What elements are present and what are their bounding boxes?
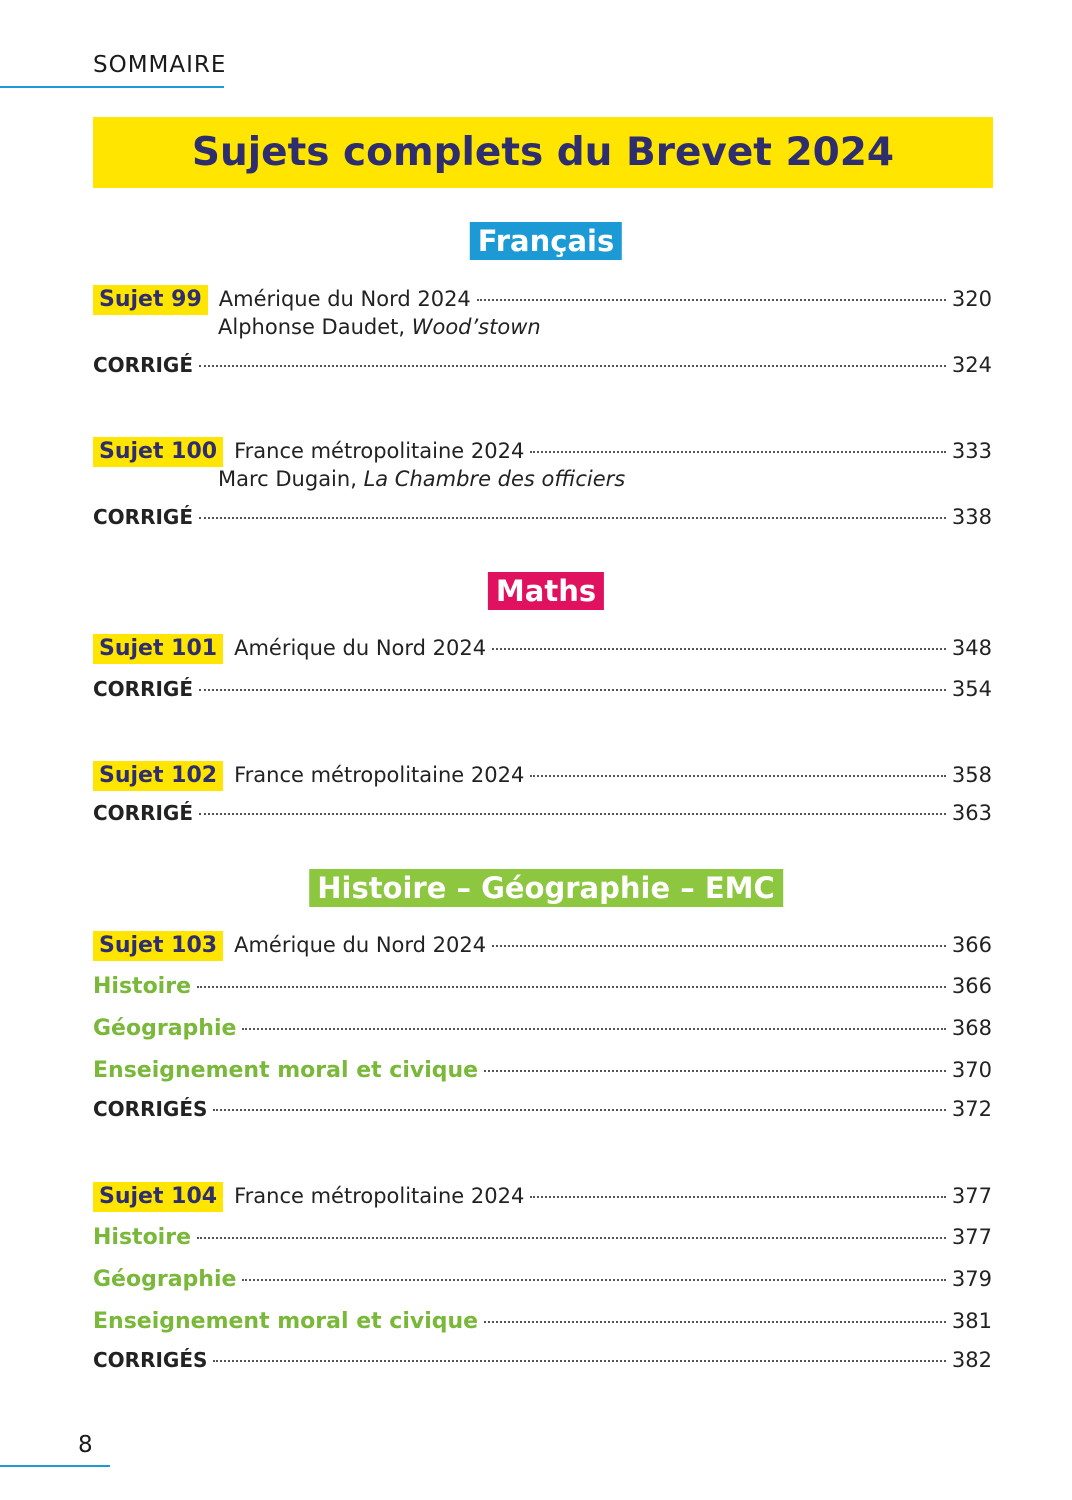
entry-title: France métropolitaine 2024 [234, 439, 525, 463]
dot-leader [530, 1196, 946, 1198]
part-label: Géographie [93, 1016, 237, 1041]
page-folio: 8 [78, 1432, 93, 1458]
dot-leader [492, 648, 946, 650]
entry-title: France métropolitaine 2024 [234, 763, 525, 787]
page-number: 368 [951, 1016, 992, 1040]
page-number: 377 [951, 1225, 992, 1249]
entry-author-line [218, 315, 541, 339]
sujet-badge: Sujet 104 [93, 1182, 223, 1212]
corrige-label: CORRIGÉ [93, 801, 193, 825]
toc-entry-sujet-100[interactable] [93, 437, 992, 467]
page-number: 372 [951, 1097, 992, 1121]
page-number: 382 [951, 1348, 992, 1372]
page-number: 354 [951, 677, 992, 701]
section-header: SOMMAIRE [93, 52, 227, 78]
page-number: 366 [951, 974, 992, 998]
toc-entry-geographie-103[interactable] [93, 1016, 992, 1046]
dot-leader [213, 1109, 946, 1111]
entry-author-line [218, 467, 625, 491]
part-label: Enseignement moral et civique [93, 1058, 479, 1083]
toc-entry-histoire-103[interactable] [93, 974, 992, 1004]
toc-entry-corriges-103[interactable] [93, 1097, 992, 1127]
page-title: Sujets complets du Brevet 2024 [191, 130, 895, 175]
entry-title: Amérique du Nord 2024 [234, 933, 487, 957]
dot-leader [199, 813, 946, 815]
page-number: 338 [951, 505, 992, 529]
sujet-badge: Sujet 100 [93, 437, 223, 467]
dot-leader [199, 689, 946, 691]
dot-leader [530, 775, 946, 777]
toc-entry-histoire-104[interactable] [93, 1225, 992, 1255]
toc-entry-sujet-102[interactable] [93, 761, 992, 791]
dot-leader [197, 1237, 946, 1239]
dot-leader [242, 1279, 945, 1281]
toc-entry-sujet-104[interactable] [93, 1182, 992, 1212]
toc-entry-emc-104[interactable] [93, 1309, 992, 1339]
work-title: Wood’stown [411, 315, 541, 339]
sujet-badge: Sujet 99 [93, 285, 208, 315]
toc-entry-sujet-103[interactable] [93, 931, 992, 961]
toc-entry-corrige-102[interactable] [93, 801, 992, 831]
part-label: Histoire [93, 1225, 191, 1250]
page-number: 381 [951, 1309, 992, 1333]
subject-heading-histoire: Histoire – Géographie – EMC [309, 869, 783, 907]
subject-heading-francais: Français [470, 222, 622, 260]
part-label: Géographie [93, 1267, 237, 1292]
author-name: Marc Dugain, [218, 467, 364, 491]
toc-entry-corrige-101[interactable] [93, 677, 992, 707]
corrige-label: CORRIGÉ [93, 505, 193, 529]
page-number: 379 [951, 1267, 992, 1291]
dot-leader [477, 299, 946, 301]
entry-title: Amérique du Nord 2024 [218, 287, 471, 311]
page-number: 333 [951, 439, 992, 463]
page-number: 320 [951, 287, 992, 311]
page-number: 366 [951, 933, 992, 957]
corrige-label: CORRIGÉ [93, 677, 193, 701]
dot-leader [213, 1360, 946, 1362]
page-number: 324 [951, 353, 992, 377]
dot-leader [242, 1028, 945, 1030]
entry-title: France métropolitaine 2024 [234, 1184, 525, 1208]
title-banner [93, 117, 993, 188]
page-number: 377 [951, 1184, 992, 1208]
work-title: La Chambre des officiers [363, 467, 626, 491]
toc-entry-geographie-104[interactable] [93, 1267, 992, 1297]
footer-rule [0, 1465, 110, 1467]
dot-leader [484, 1321, 946, 1323]
toc-entry-corrige-100[interactable] [93, 505, 992, 535]
page-number: 370 [951, 1058, 992, 1082]
page-number: 358 [951, 763, 992, 787]
toc-entry-sujet-101[interactable] [93, 634, 992, 664]
header-rule [0, 86, 224, 88]
toc-entry-corrige-99[interactable] [93, 353, 992, 383]
toc-entry-emc-103[interactable] [93, 1058, 992, 1088]
part-label: Histoire [93, 974, 191, 999]
dot-leader [199, 517, 946, 519]
corrige-label: CORRIGÉS [93, 1097, 208, 1121]
dot-leader [199, 365, 946, 367]
dot-leader [530, 451, 946, 453]
corrige-label: CORRIGÉ [93, 353, 193, 377]
sujet-badge: Sujet 101 [93, 634, 223, 664]
sujet-badge: Sujet 103 [93, 931, 223, 961]
toc-entry-corriges-104[interactable] [93, 1348, 992, 1378]
corrige-label: CORRIGÉS [93, 1348, 208, 1372]
page-number: 363 [951, 801, 992, 825]
subject-heading-maths: Maths [488, 572, 604, 610]
entry-title: Amérique du Nord 2024 [234, 636, 487, 660]
page-number: 348 [951, 636, 992, 660]
dot-leader [492, 945, 946, 947]
dot-leader [197, 986, 946, 988]
author-name: Alphonse Daudet, [218, 315, 412, 339]
sujet-badge: Sujet 102 [93, 761, 223, 791]
toc-entry-sujet-99[interactable] [93, 285, 992, 315]
dot-leader [484, 1070, 946, 1072]
part-label: Enseignement moral et civique [93, 1309, 479, 1334]
